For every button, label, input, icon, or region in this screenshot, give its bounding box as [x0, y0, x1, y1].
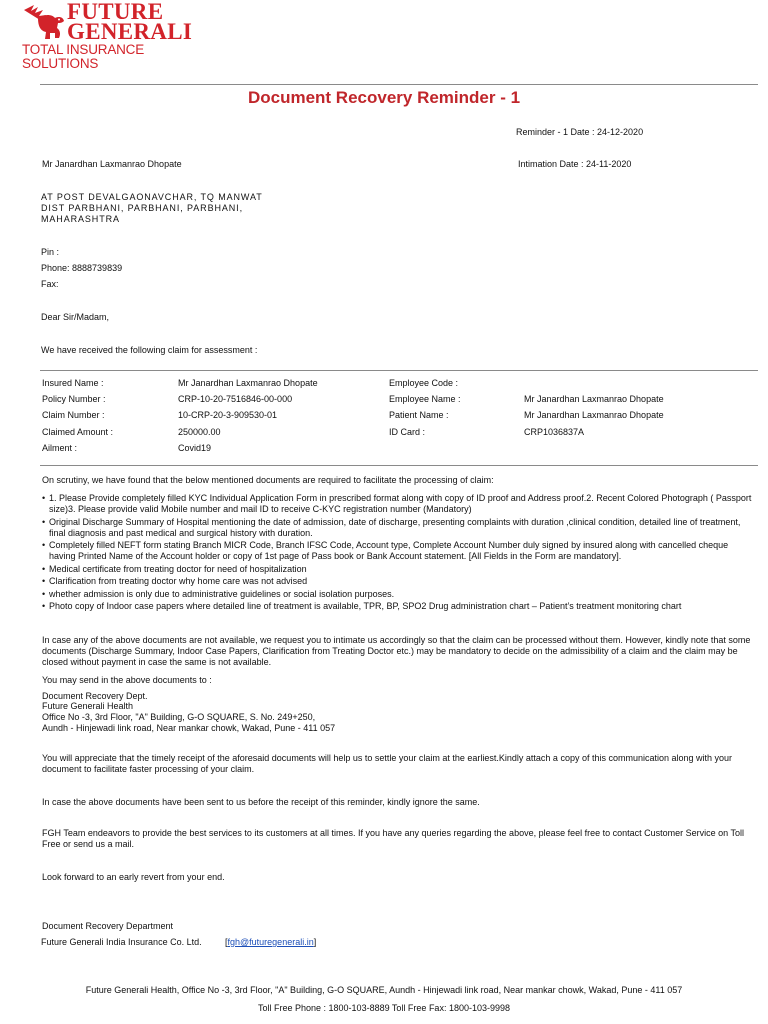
email-bracket-close: ] [313, 937, 317, 947]
winged-lion-icon [22, 4, 66, 42]
salutation: Dear Sir/Madam, [41, 312, 110, 322]
footer-address: Future Generali Health, Office No -3, 3rd Floor, "A" Building, G-O SQUARE, Aundh - Hinjewadi link road, Near mankar chowk, Wakad, Pune - 411 057 [85, 985, 683, 995]
recovery-address-line: Future Generali Health [42, 701, 134, 711]
detail-value: CRP1036837A [524, 427, 585, 437]
appreciation-note: You will appreciate that the timely receipt of the aforesaid documents will help us to settle your claim at the earliest.Kindly attach a copy of this communication along with your document to facilitate faster processing of your claim. [42, 753, 733, 774]
closing-line: Look forward to an early revert from your end. [42, 872, 225, 882]
detail-label: ID Card : [389, 427, 426, 437]
recovery-address-line: Document Recovery Dept. [42, 691, 148, 701]
scrutiny-note: On scrutiny, we have found that the below mentioned documents are required to facilitate the processing of claim: [42, 475, 494, 485]
logo-line-2: GENERALI [67, 19, 193, 44]
team-note: FGH Team endeavors to provide the best services to its customers at all times. If you have any queries regarding the above, please feel free to contact Customer Service on Toll Free or send us a mail. [42, 828, 745, 849]
email-link[interactable]: fgh@futuregenerali.in [227, 937, 314, 947]
claim-intro: We have received the following claim for assessment : [41, 345, 258, 355]
list-item: • Completely filled NEFT form stating Branch MICR Code, Branch IFSC Code, Account type, Complete Account Number duly signed by insured along with cancelled cheque having Printed Name of the Account holder or copy of 1st page of Pass book or Bank Account statement. [All Fields in the Form are mandatory]. [42, 540, 757, 562]
detail-value: Covid19 [178, 443, 212, 453]
unavailable-documents-note: In case any of the above documents are not available, we request you to intimate us accordingly so that the claim can be processed without them. However, kindly note that some documents (Discharge Summary, Indoor Case Papers, Clarification from Treating Doctor etc.) may be mandatory to decide on the admissibility of a claim and the claim may be closed without payment in case the same is not available. [42, 635, 751, 667]
detail-value: Mr Janardhan Laxmanrao Dhopate [178, 378, 318, 388]
fax-label: Fax: [41, 279, 59, 289]
recovery-address-line: Aundh - Hinjewadi link road, Near mankar chowk, Wakad, Pune - 411 057 [42, 723, 336, 733]
detail-label: Employee Name : [389, 394, 461, 404]
list-item: • whether admission is only due to administrative guidelines or social isolation purposes. [42, 589, 757, 600]
list-item: • Medical certificate from treating doctor for need of hospitalization [42, 564, 757, 575]
signature-company: Future Generali India Insurance Co. Ltd. [41, 937, 202, 947]
recipient-name: Mr Janardhan Laxmanrao Dhopate [42, 159, 182, 169]
detail-value: Mr Janardhan Laxmanrao Dhopate [524, 410, 664, 420]
email-bracket-open: [ [225, 937, 228, 947]
detail-label: Ailment : [42, 443, 78, 453]
address-line: MAHARASHTRA [41, 214, 120, 224]
ignore-note: In case the above documents have been sent to us before the receipt of this reminder, kindly ignore the same. [42, 797, 480, 807]
address-line: AT POST DEVALGAONAVCHAR, TQ MANWAT [41, 192, 263, 202]
recovery-address-line: Office No -3, 3rd Floor, "A" Building, G-O SQUARE, S. No. 249+250, [42, 712, 316, 722]
logo-line-1: FUTURE [67, 0, 164, 24]
intimation-date: Intimation Date : 24-11-2020 [518, 159, 632, 169]
detail-label: Policy Number : [42, 394, 106, 404]
details-top-divider [40, 370, 758, 371]
logo-tagline: TOTAL INSURANCE SOLUTIONS [22, 42, 145, 71]
send-to-label: You may send in the above documents to : [42, 675, 212, 685]
reminder-date: Reminder - 1 Date : 24-12-2020 [516, 127, 644, 137]
pin-label: Pin : [41, 247, 60, 257]
list-item: • 1. Please Provide completely filled KYC Individual Application Form in prescribed format along with copy of ID proof and Address proof.2. Recent Colored Photograph ( Passport size)3. Please provide valid Mobile number and mail ID to receive C-KYC registration number (Mandatory) [42, 493, 757, 515]
detail-value: CRP-10-20-7516846-00-000 [178, 394, 293, 404]
details-bottom-divider [40, 465, 758, 466]
list-item: • Original Discharge Summary of Hospital mentioning the date of admission, date of discharge, presenting complaints with duration ,clinical condition, detailed line of treatment, final diagnosis and past medical and surgical history with duration. [42, 517, 757, 539]
signature-department: Document Recovery Department [42, 921, 174, 931]
detail-label: Employee Code : [389, 378, 459, 388]
footer-phone: Toll Free Phone : 1800-103-8889 Toll Free Fax: 1800-103-9998 [258, 1003, 510, 1013]
detail-value: 250000.00 [178, 427, 221, 437]
detail-label: Claim Number : [42, 410, 105, 420]
detail-value: 10-CRP-20-3-909530-01 [178, 410, 278, 420]
header-divider [40, 84, 758, 85]
list-item: • Photo copy of Indoor case papers where detailed line of treatment is available, TPR, BP, SPO2 Drug administration chart – Patient’s treatment monitoring chart [42, 601, 757, 612]
required-documents-list [42, 493, 757, 614]
detail-label: Claimed Amount : [42, 427, 114, 437]
address-line: DIST PARBHANI, PARBHANI, PARBHANI, [41, 203, 243, 213]
detail-label: Patient Name : [389, 410, 449, 420]
phone-number: Phone: 8888739839 [41, 263, 123, 273]
detail-label: Insured Name : [42, 378, 104, 388]
contact-email [225, 937, 316, 948]
list-item: • Clarification from treating doctor why home care was not advised [42, 576, 757, 587]
page-title: Document Recovery Reminder - 1 [247, 88, 521, 107]
detail-value: Mr Janardhan Laxmanrao Dhopate [524, 394, 664, 404]
company-logo [22, 0, 222, 71]
